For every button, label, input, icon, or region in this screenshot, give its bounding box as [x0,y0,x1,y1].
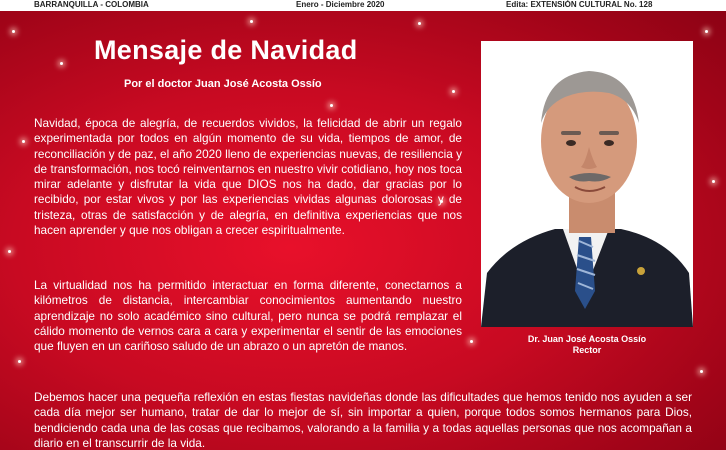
sparkle [250,20,253,23]
sparkle [705,30,708,33]
sparkle [712,180,715,183]
header-edition: Edita: EXTENSIÓN CULTURAL No. 128 [506,0,653,9]
paragraph-1: Navidad, época de alegría, de recuerdos vividos, la felicidad de abrir un regalo experimentada por todos en algún momento de su vida, tiempos de amor, de reconciliación y de paz, el año 2020 lleno de experiencias nuevas, de resiliencia y de transformación, nos tocó reinventarnos en nuestro vivir cotidiano, hoy nos toca mirar adelante y disfrutar la vida que DIOS nos ha dado, dar gracias por lo recibido, por estar vivos y por las experiencias vividas algunas dolorosas y de tristeza, otras de satisfacción y de alegría, en definitiva experiencias que nos hacen aprender y que nos obligan a crecer espiritualmente. [34,116,462,238]
sparkle [452,90,455,93]
header-date: Enero - Diciembre 2020 [296,0,385,9]
article-title: Mensaje de Navidad [94,35,358,65]
sparkle [22,140,25,143]
sparkle [60,62,63,65]
sparkle [8,250,11,253]
rector-portrait [481,41,693,327]
page-header [0,0,726,11]
sparkle [18,360,21,363]
photo-caption-name: Dr. Juan José Acosta Ossío [527,334,647,344]
sparkle [12,30,15,33]
paragraph-3: Debemos hacer una pequeña reflexión en estas fiestas navideñas donde las dificultades que hemos tenido nos ayuden a ser cada día mejor ser humano, tratar de dar lo mejor de sí, sin importar a quien, porque todos somos hermanos para Dios, bendiciendo cada una de las cosas que recibamos, valorando a la familia y a todas aquellas personas que nos acompañan a diario en el transcurrir de la vida. [34,390,692,450]
sparkle [700,370,703,373]
header-location: BARRANQUILLA - COLOMBIA [34,0,149,9]
portrait-illustration [481,41,693,327]
sparkle [470,340,473,343]
paragraph-2: La virtualidad nos ha permitido interactuar en forma diferente, conectarnos a kilómetros de distancia, intercambiar conocimientos aumentando nuestro aprendizaje no solo académico sino cultural, pero nunca se podrá remplazar el cálido momento de vernos cara a cara y experimentar el sentir de las emociones que fluyen en un cariñoso saludo de un abrazo o un apretón de manos. [34,278,462,354]
sparkle [330,104,333,107]
sparkle [418,22,421,25]
photo-caption-role: Rector [572,345,602,355]
article-byline: Por el doctor Juan José Acosta Ossío [124,78,322,90]
